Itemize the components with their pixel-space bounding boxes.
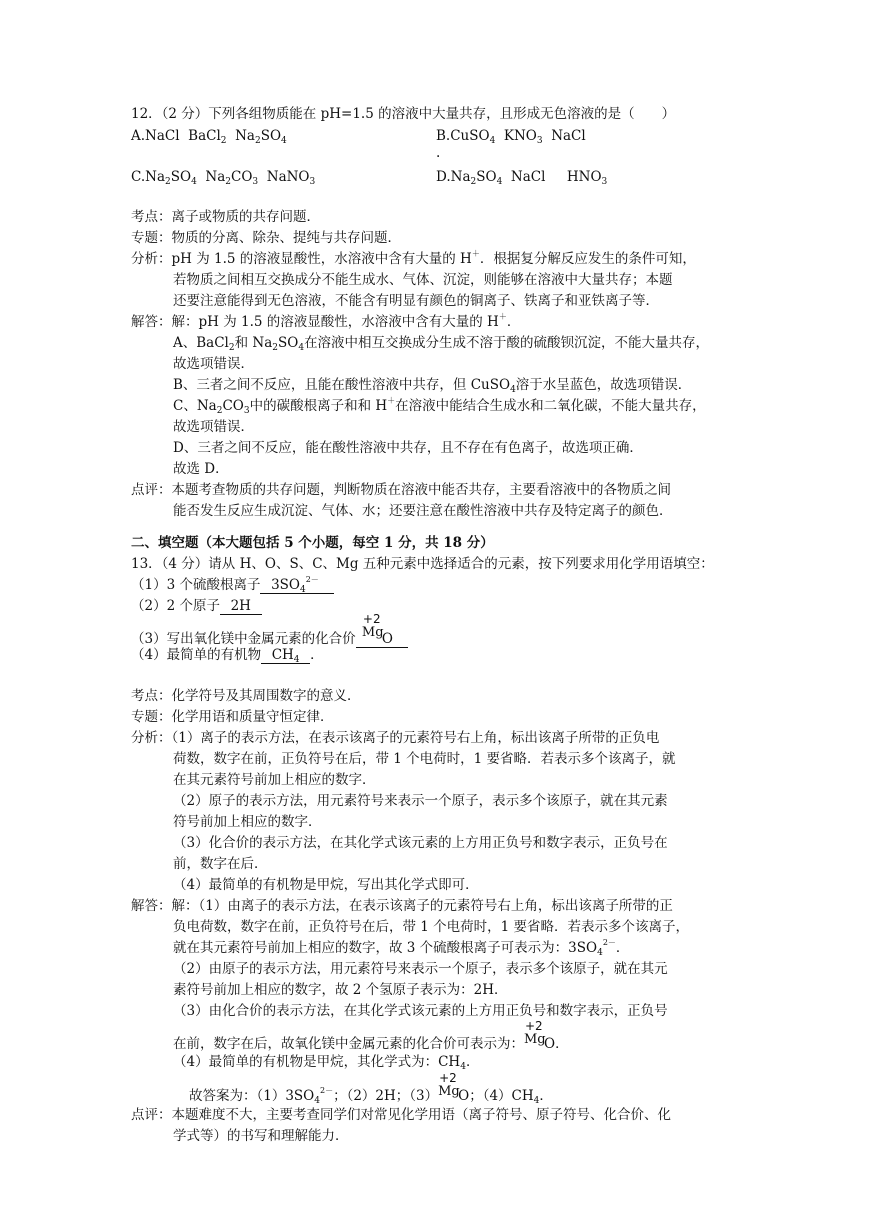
q13-fenxi-line-5: 符号前加上相应的数字． <box>173 814 322 830</box>
q12-jieda-line-4: B、三者之间不反应，且能在酸性溶液中共存，但 CuSO$_4$溶于水呈蓝色，故选项错误． <box>173 377 692 395</box>
q13-fenxi-line-7: 前，数字在后． <box>173 856 268 872</box>
q13-zhuanti: 专题：化学用语和质量守恒定律． <box>131 709 334 725</box>
q12-jieda-line-5: C、$Na_2CO_3$中的碳酸根离子和和 H＋在溶液中能结合生成水和二氧化碳，不能大量共存， <box>173 396 706 416</box>
q13-final-answer: 故答案为：$(1)3SO_4^{2-}$；（2）2H；（3） +2 Mg O；$(4)CH_4$． <box>189 1071 553 1106</box>
q12-dianping-line-2: 能否发生反应生成沉淀、气体、水；还要注意在酸性溶液中共存及特定离子的颜色． <box>173 503 673 519</box>
q13-fenxi-line-6: （3）化合价的表示方法，在其化学式该元素的上方用正负号和数字表示，正负号在 <box>173 835 668 851</box>
q12-option-b: B.CuSO$_4$ $KNO_3$ NaCl <box>436 128 586 146</box>
q12-option-a: A.NaCl BaCl$_2$ $Na_2SO_4$ <box>131 128 287 146</box>
q13-jieda-line-3: 就在其元素符号前加上相应的数字，故 3 个硫酸根离子可表示为：$3SO_4^{2-}$． <box>173 938 630 958</box>
q13-item-3: （3）写出氧化镁中金属元素的化合价 +2 Mg O <box>131 623 408 649</box>
q13-item-2: （2）2 个原子 2H <box>131 596 262 616</box>
q12-kaodian: 考点：离子或物质的共存问题． <box>131 209 320 225</box>
q13-answer-1: $3SO_4^{2-}$ <box>260 577 333 594</box>
q12-stem: 12．（2 分）下列各组物质能在 pH=1.5 的溶液中大量共存，且形成无色溶液的是（ ） <box>131 106 676 122</box>
q12-zhuanti: 专题：物质的分离、除杂、提纯与共存问题． <box>131 230 401 246</box>
q12-option-b-dot: . <box>436 145 441 161</box>
q12-jieda-line-3: 故选项错误． <box>173 356 254 372</box>
q12-fenxi-line-1: 分析：pH 为 1.5 的溶液显酸性，水溶液中含有大量的 H＋．根据复分解反应发生的条件可知， <box>131 249 696 267</box>
q12-option-d: $D.Na_2SO_4$ NaCl $HNO_3$ <box>436 169 608 187</box>
section-heading: 二、填空题（本大题包括 5 个小题，每空 1 分，共 18 分） <box>131 535 494 551</box>
q13-jieda-line-2: 负电荷数，数字在前，正负符号在后，带 1 个电荷时，1 要省略．若表示多个该离子， <box>173 919 690 935</box>
q13-jieda-line-6: （3）由化合价的表示方法，在其化学式该元素的上方用正负号和数字表示，正负号 <box>173 1003 668 1019</box>
q13-jieda-line-4: （2）由原子的表示方法，用元素符号来表示一个原子，表示多个该原子，就在其元 <box>173 961 668 977</box>
q13-jieda-line-8: （4）最简单的有机物是甲烷，其化学式为：$CH_4$． <box>173 1054 480 1072</box>
q13-kaodian: 考点：化学符号及其周围数字的意义． <box>131 688 361 704</box>
q13-fenxi-line-8: （4）最简单的有机物是甲烷，写出其化学式即可． <box>173 877 479 893</box>
q12-dianping-line-1: 点评：本题考查物质的共存问题，判断物质在溶液中能否共存，主要看溶液中的各物质之间 <box>131 482 671 498</box>
q12-fenxi-line-2: 若物质之间相互交换成分不能生成水、气体、沉淀，则能够在溶液中大量共存；本题 <box>173 272 673 288</box>
q12-fenxi-line-3: 还要注意能得到无色溶液，不能含有明显有颜色的铜离子、铁离子和亚铁离子等． <box>173 293 659 309</box>
q12-jieda-line-8: 故选 D． <box>173 461 229 477</box>
q13-jieda-line-1: 解答：解：（1）由离子的表示方法，在表示该离子的元素符号右上角，标出该离子所带的正 <box>131 898 673 914</box>
q13-jieda-line-5: 素符号前加上相应的数字，故 2 个氢原子表示为：2H． <box>173 982 508 998</box>
q13-fenxi-line-3: 在其元素符号前加上相应的数字． <box>173 772 376 788</box>
q12-jieda-line-2: A、BaCl$_2$和 $Na_2SO_4$在溶液中相互交换成分生成不溶于酸的硫酸钡沉淀，不能大量共存， <box>173 335 710 353</box>
q13-item-4: （4）最简单的有机物 $CH_4$ ． <box>131 647 324 665</box>
q13-answer-3: +2 Mg O <box>356 623 408 648</box>
q12-jieda-line-1: 解答：解：pH 为 1.5 的溶液显酸性，水溶液中含有大量的 H＋． <box>131 312 521 330</box>
q13-fenxi-line-2: 荷数，数字在前，正负符号在后，带 1 个电荷时，1 要省略．若表示多个该离子，就 <box>173 751 676 767</box>
q12-jieda-line-6: 故选项错误． <box>173 419 254 435</box>
q13-dianping-line-1: 点评：本题难度不大，主要考查同学们对常见化学用语（离子符号、原子符号、化合价、化 <box>131 1107 671 1123</box>
q13-dianping-line-2: 学式等）的书写和理解能力． <box>173 1128 349 1144</box>
q12-option-c: $C.Na_2SO_4$ $Na_2CO_3$ NaNO$_3$ <box>131 169 316 187</box>
q12-jieda-line-7: D、三者之间不反应，能在酸性溶液中共存，且不存在有色离子，故选项正确． <box>173 440 643 456</box>
q13-fenxi-line-4: （2）原子的表示方法，用元素符号来表示一个原子，表示多个该原子，就在其元素 <box>173 793 668 809</box>
q13-stem: 13．（4 分）请从 H、O、S、C、Mg 五种元素中选择适合的元素，按下列要求用化学用语填空： <box>131 556 714 572</box>
q13-answer-2: 2H <box>220 598 262 615</box>
q13-fenxi-line-1: 分析：（1）离子的表示方法，在表示该离子的元素符号右上角，标出该离子所带的正负电 <box>131 730 660 746</box>
q13-answer-4: $CH_4$ <box>261 647 310 664</box>
q13-item-1: （1）3 个硫酸根离子 $3SO_4^{2-}$ <box>131 575 334 595</box>
q13-jieda-line-7: 在前，数字在后，故氧化镁中金属元素的化合价可表示为： +2 Mg O． <box>173 1019 569 1052</box>
